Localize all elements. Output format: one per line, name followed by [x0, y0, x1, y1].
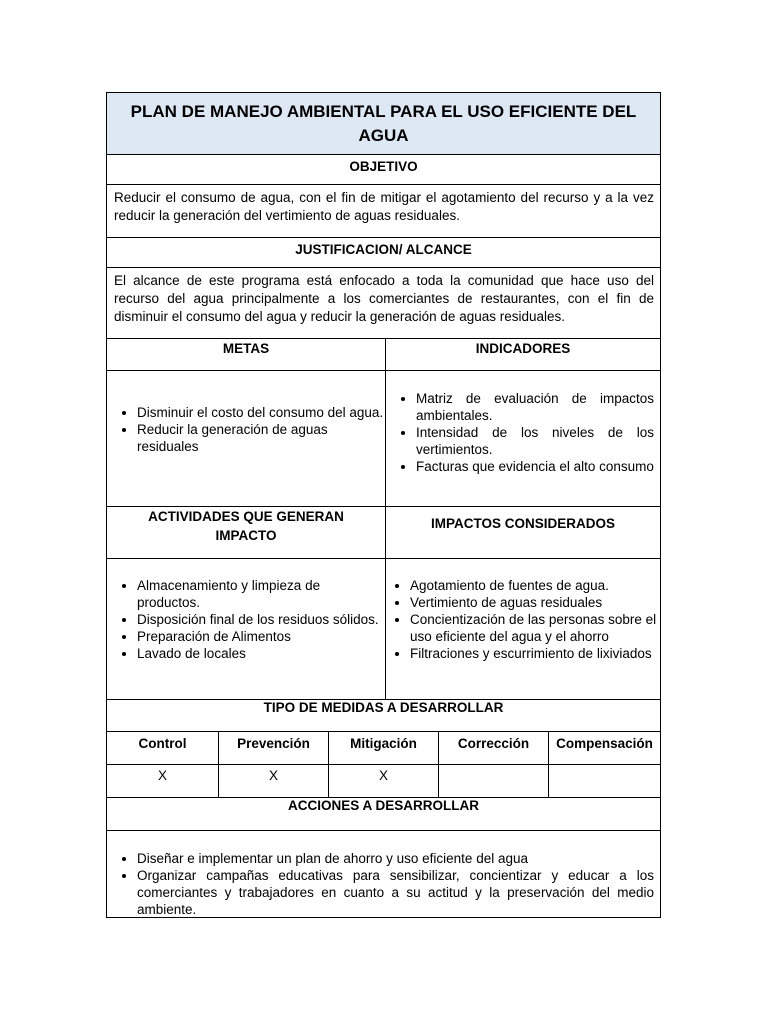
list-item: • Filtraciones y escurrimiento de lixiviados — [410, 645, 660, 662]
list-item: • Diseñar e implementar un plan de ahorro y uso eficiente del agua — [137, 850, 660, 867]
list-item: • Lavado de locales — [137, 645, 385, 662]
document-title — [107, 93, 660, 154]
impactos-heading: IMPACTOS CONSIDERADOS — [385, 507, 660, 558]
list-item: • Intensidad de los niveles de los vertimientos. — [416, 424, 660, 458]
actividades-heading: ACTIVIDADES QUE GENERAN IMPACTO — [148, 509, 344, 543]
list-item: • Matriz de evaluación de impactos ambientales. — [416, 390, 660, 424]
justificacion-text: El alcance de este programa está enfocado a toda la comunidad que hace uso del recurso del agua principalmente a los comerciantes de restaurantes, con el fin de disminuir el consumo del agua y reducir la generación de aguas residuales. — [107, 267, 660, 338]
title-text: PLAN DE MANEJO AMBIENTAL PARA EL USO EFICIENTE DEL AGUA — [130, 101, 637, 145]
mark-control: X — [157, 768, 167, 783]
mark-prevencion: X — [218, 765, 328, 797]
environmental-plan-table — [106, 92, 661, 918]
list-item: • Facturas que evidencia el alto consumo — [416, 458, 660, 475]
indicadores-list — [386, 390, 660, 475]
actividades-list — [107, 577, 385, 662]
justificacion-heading: JUSTIFICACION/ ALCANCE — [107, 237, 660, 267]
list-item: • Reducir la generación de aguas residuales — [137, 421, 385, 455]
mark-correccion — [438, 765, 548, 797]
impactos-list-cell — [385, 559, 660, 699]
objetivo-text: Reducir el consumo de agua, con el fin de mitigar el agotamiento del recurso y a la vez reducir la generación del vertimiento de aguas residuales. — [107, 184, 660, 237]
col-correccion: Corrección — [438, 732, 548, 764]
medidas-marks-row — [107, 764, 660, 797]
list-item: • Preparación de Alimentos — [137, 628, 385, 645]
actividades-list-cell — [107, 559, 385, 699]
list-item: • Vertimiento de aguas residuales — [410, 594, 660, 611]
col-prevencion: Prevención — [218, 732, 328, 764]
actividades-impactos-content — [107, 558, 660, 699]
acciones-list — [107, 850, 660, 918]
acciones-heading: ACCIONES A DESARROLLAR — [107, 797, 660, 830]
mark-compensacion — [548, 765, 660, 797]
list-item: • Almacenamiento y limpieza de productos. — [137, 577, 385, 611]
col-compensacion: Compensación — [548, 732, 660, 764]
metas-list-cell — [107, 371, 385, 506]
indicadores-list-cell — [385, 371, 660, 506]
medidas-header-row — [107, 731, 660, 764]
col-control: Control — [138, 736, 187, 751]
medidas-heading: TIPO DE MEDIDAS A DESARROLLAR — [107, 699, 660, 731]
objetivo-heading: OBJETIVO — [107, 154, 660, 184]
actividades-impactos-header — [107, 506, 660, 558]
list-item: • Organizar campañas educativas para sensibilizar, concientizar y educar a los comerciantes y trabajadores en cuanto a su actitud y la preservación del medio ambiente. — [137, 867, 660, 918]
list-item: • Disminuir el costo del consumo del agua. — [137, 404, 385, 421]
list-item: • Concientización de las personas sobre el uso eficiente del agua y el ahorro — [410, 611, 660, 645]
metas-indicadores-content — [107, 370, 660, 506]
metas-list — [107, 404, 385, 455]
col-mitigacion: Mitigación — [328, 732, 438, 764]
metas-heading: METAS — [222, 341, 270, 356]
mark-mitigacion: X — [328, 765, 438, 797]
metas-indicadores-header — [107, 338, 660, 370]
impactos-list — [386, 577, 660, 662]
acciones-content — [107, 830, 660, 917]
indicadores-heading: INDICADORES — [385, 339, 660, 370]
list-item: • Disposición final de los residuos sólidos. — [137, 611, 385, 628]
list-item: • Agotamiento de fuentes de agua. — [410, 577, 660, 594]
